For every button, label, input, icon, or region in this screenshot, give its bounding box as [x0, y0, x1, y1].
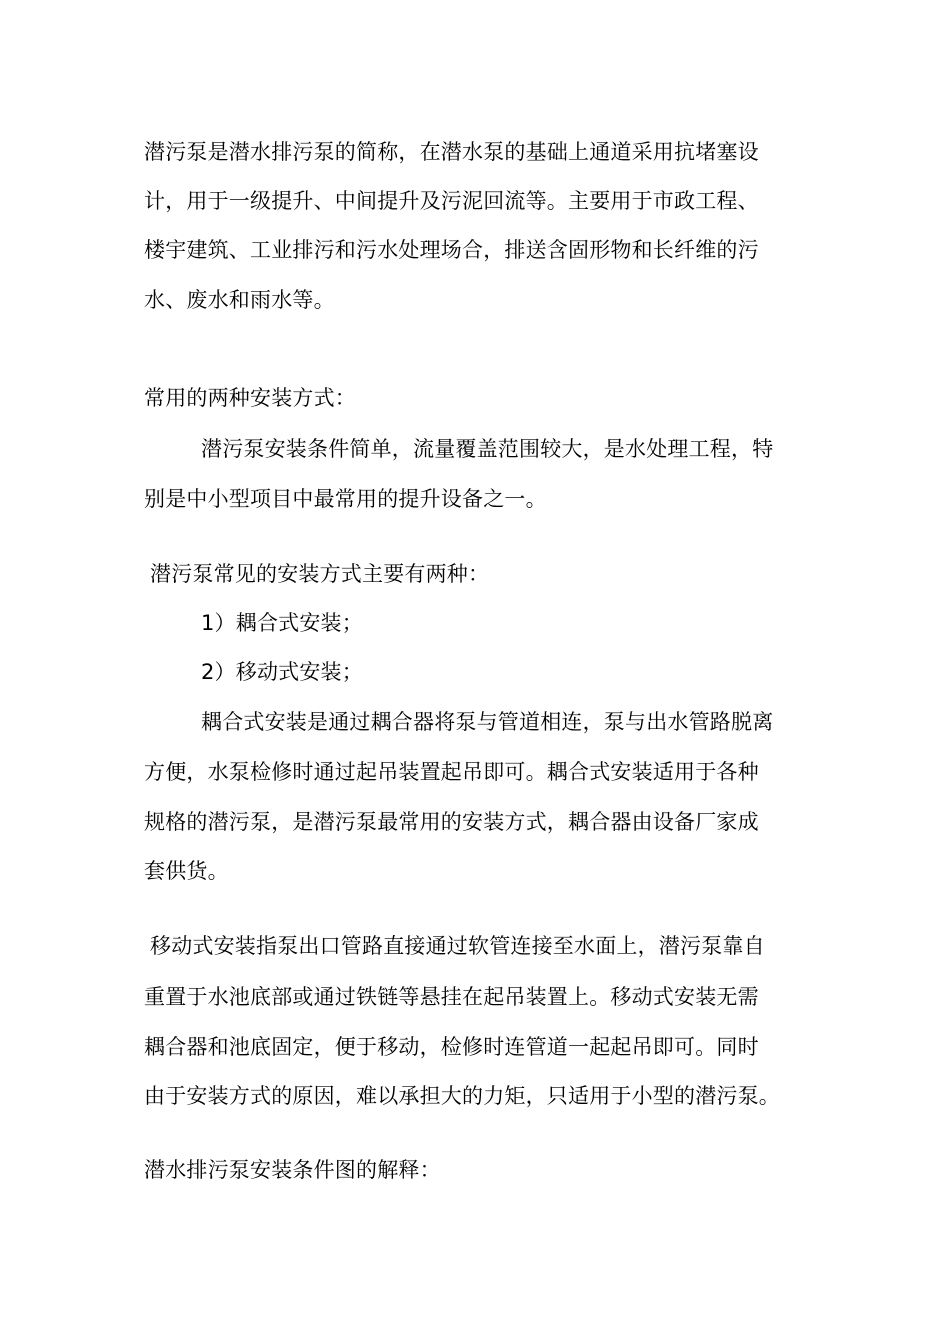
conditions-line-2: 别是中小型项目中最常用的提升设备之一。 [144, 487, 547, 511]
methods-intro: 潜污泵常见的安装方式主要有两种： [150, 562, 490, 586]
mobile-line-3: 耦合器和池底固定，便于移动，检修时连管道一起起吊即可。同时 [144, 1035, 759, 1059]
intro-line-4: 水、废水和雨水等。 [144, 288, 335, 312]
coupling-line-3: 规格的潜污泵，是潜污泵最常用的安装方式，耦合器由设备厂家成 [144, 810, 759, 834]
section-heading: 常用的两种安装方式： [144, 386, 356, 410]
diagram-heading: 潜水排污泵安装条件图的解释： [144, 1158, 441, 1182]
coupling-line-4: 套供货。 [144, 859, 229, 883]
list-item: 1）耦合式安装； [201, 611, 363, 635]
intro-line-2: 计，用于一级提升、中间提升及污泥回流等。主要用于市政工程、 [144, 189, 759, 213]
list-item: 2）移动式安装； [201, 660, 363, 684]
conditions-line-1: 潜污泵安装条件简单，流量覆盖范围较大，是水处理工程，特 [201, 437, 774, 461]
intro-line-3: 楼宇建筑、工业排污和污水处理场合，排送含固形物和长纤维的污 [144, 238, 759, 262]
coupling-line-1: 耦合式安装是通过耦合器将泵与管道相连，泵与出水管路脱离 [201, 710, 774, 734]
coupling-line-2: 方便，水泵检修时通过起吊装置起吊即可。耦合式安装适用于各种 [144, 760, 759, 784]
mobile-line-1: 移动式安装指泵出口管路直接通过软管连接至水面上，潜污泵靠自 [150, 934, 765, 958]
mobile-line-2: 重置于水池底部或通过铁链等悬挂在起吊装置上。移动式安装无需 [144, 985, 759, 1009]
intro-line-1: 潜污泵是潜水排污泵的简称，在潜水泵的基础上通道采用抗堵塞设 [144, 140, 759, 164]
mobile-line-4: 由于安装方式的原因，难以承担大的力矩，只适用于小型的潜污泵。 [144, 1084, 780, 1108]
